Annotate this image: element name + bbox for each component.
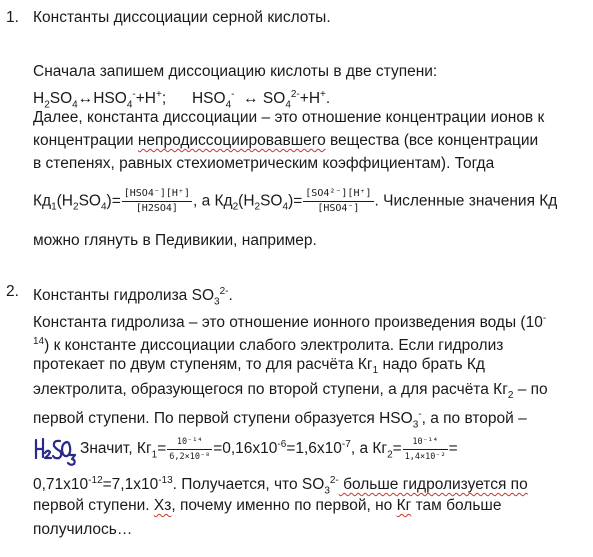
section2-para-line6: Значит, $Кг_1=$ $\frac{\text{10⁻¹⁴}}{\text{6,2×10⁻⁸}}$ $=0,16х10^{-6}=1,6х10^{-7}$, а $Кг_2=$ $\frac{\text{10⁻¹⁴}}{\text{1,4×10⁻²}}$ = — [80, 436, 458, 462]
section1-title: Константы диссоциации серной кислоты. — [33, 9, 331, 26]
list-number-1: 1. — [6, 9, 19, 26]
section2-para-line2: $^{14}$) к константе диссоциации слабого электролита. Если гидролиз — [33, 336, 504, 355]
section2-title: Константы гидролиза $SO_3^{2-}$. — [33, 286, 233, 308]
section2-para-line5: первой ступени. По первой ступени образуется $HSO_3^-$, а по второй – — [33, 409, 527, 431]
section1-intro: Сначала запишем диссоциацию кислоты в две ступени: — [33, 63, 438, 80]
section1-para-line5: можно глянуть в Педивикии, например. — [33, 232, 317, 249]
dissociation-equations: $H_2SO_4\leftrightarrow HSO_4^-+H^+$; $HSO_4^-$ ↔ $SO_4^{2-}+H^+$. — [33, 89, 331, 111]
section2-para-line9: получилось… — [33, 521, 133, 538]
kg1-fraction: $\frac{\text{10⁻¹⁴}}{\text{6,2×10⁻⁸}}$ — [169, 436, 211, 462]
section2-para-line1: Константа гидролиза – это отношение ионного произведения воды (10- — [33, 313, 547, 332]
section1-para-line1: Далее, константа диссоциации – это отношение концентрации ионов к — [33, 109, 545, 126]
handwritten-h2so3-image — [34, 436, 76, 466]
kd2-fraction: $\frac{\text{[SO4²⁻][H⁺]}}{\text{[HSO4⁻]}}$ — [305, 188, 372, 214]
section2-para-line7: $0,71х10^{-12}=7,1х10^{-13}$. Получается, что $SO_3^{2-}$ больше гидролизуется по — [33, 475, 528, 497]
section1-para-line2: концентрации непродиссоциировавшего вещества (все концентрации — [33, 132, 539, 149]
kg2-fraction: $\frac{\text{10⁻¹⁴}}{\text{1,4×10⁻²}}$ — [404, 436, 446, 462]
section1-para-line3: в степенях, равных стехиометрическим коэффициентам). Тогда — [33, 155, 495, 172]
section2-para-line8: первой ступени. Хз, почему именно по первой, но Кг там больше — [33, 497, 502, 514]
section2-para-line3: протекает по двум ступеням, то для расчёта $Кг_1$ надо брать Кд — [33, 356, 485, 377]
dissociation-constants-formula: $Кд_1(H_2SO_4)=$ $\frac{\text{[HSO4⁻][H⁺]}}{[H2SO4]}$ , а $Кд_2(H_2SO_4)=$ $\frac{\text{[SO4²⁻][H⁺]}}{\text{[HSO4⁻]}}$ . Численные значения Кд — [33, 188, 558, 214]
list-number-2: 2. — [6, 283, 19, 300]
section2-para-line4: электролита, образующегося по второй ступени, а для расчёта $Кг_2$ – по — [33, 381, 548, 402]
kd1-fraction: $\frac{\text{[HSO4⁻][H⁺]}}{[H2SO4]}$ — [123, 188, 190, 214]
